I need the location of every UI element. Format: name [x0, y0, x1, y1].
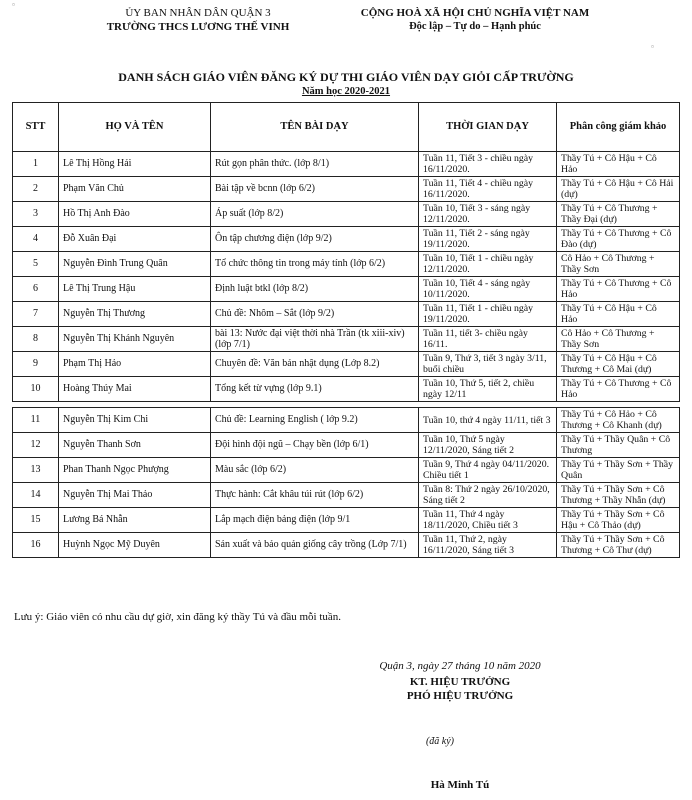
cell-name: Nguyễn Thị Mai Thảo — [59, 483, 211, 508]
cell-lesson: Tổng kết từ vựng (lớp 9.1) — [211, 377, 419, 402]
table-row — [13, 483, 680, 508]
signatory-position: PHÓ HIỆU TRƯỞNG — [406, 690, 514, 702]
table-row — [13, 327, 680, 352]
cell-stt: 5 — [13, 252, 59, 277]
cell-stt: 2 — [13, 177, 59, 202]
cell-judges: Thầy Tú + Cô Thương + Thầy Đại (dự) — [557, 202, 680, 227]
header-left — [88, 6, 308, 34]
cell-judges: Thầy Tú + Thầy Sơn + Cô Hậu + Cô Thảo (dự) — [557, 508, 680, 533]
corner-marker-icon: ▫ — [651, 42, 654, 51]
cell-judges: Thầy Tú + Cô Hậu + Cô Hảo — [557, 152, 680, 177]
table-row — [13, 202, 680, 227]
cell-stt: 15 — [13, 508, 59, 533]
cell-lesson: Định luật btkl (lớp 8/2) — [211, 277, 419, 302]
cell-time: Tuần 11, Thứ 4 ngày 18/11/2020, Chiều tiết 3 — [419, 508, 557, 533]
column-header-name: HỌ VÀ TÊN — [59, 103, 211, 152]
cell-name: Huỳnh Ngọc Mỹ Duyên — [59, 533, 211, 558]
table-row — [13, 177, 680, 202]
national-title: CỘNG HOÀ XÃ HỘI CHỦ NGHĨA VIỆT NAM — [360, 7, 590, 19]
cell-judges: Thầy Tú + Thầy Sơn + Thầy Quân — [557, 458, 680, 483]
cell-time: Tuần 10, Thứ 5 ngày 12/11/2020, Sáng tiết 2 — [419, 433, 557, 458]
cell-time: Tuần 10, Tiết 3 - sáng ngày 12/11/2020. — [419, 202, 557, 227]
cell-stt: 10 — [13, 377, 59, 402]
cell-time: Tuần 8: Thứ 2 ngày 26/10/2020, Sáng tiết 2 — [419, 483, 557, 508]
cell-stt: 14 — [13, 483, 59, 508]
cell-time: Tuần 9, Thứ 4 ngày 04/11/2020. Chiều tiết 1 — [419, 458, 557, 483]
corner-marker-icon: ▫ — [12, 0, 15, 9]
cell-name: Phan Thanh Ngọc Phượng — [59, 458, 211, 483]
cell-stt: 12 — [13, 433, 59, 458]
national-motto: Độc lập – Tự do – Hạnh phúc — [409, 21, 541, 32]
document-subtitle: Năm học 2020-2021 — [301, 86, 391, 97]
cell-lesson: Chuyên đề: Văn bản nhật dụng (Lớp 8.2) — [211, 352, 419, 377]
cell-lesson: Sản xuất và bảo quản giống cây trồng (Lớp 7/1) — [211, 533, 419, 558]
teacher-roster-table — [12, 102, 680, 558]
cell-time: Tuần 9, Thứ 3, tiết 3 ngày 3/11, buổi chiều — [419, 352, 557, 377]
cell-judges: Thầy Tú + Cô Thương + Cô Đào (dự) — [557, 227, 680, 252]
signatory-title: KT. HIỆU TRƯỞNG — [409, 676, 511, 688]
cell-judges: Thầy Tú + Thầy Sơn + Cô Thương + Thầy Nhẫn (dự) — [557, 483, 680, 508]
cell-lesson: Bài tập về bcnn (lớp 6/2) — [211, 177, 419, 202]
cell-time: Tuần 11, Tiết 4 - chiều ngày 16/11/2020. — [419, 177, 557, 202]
cell-time: Tuần 11, tiết 3- chiều ngày 16/11. — [419, 327, 557, 352]
cell-name: Nguyễn Thị Kim Chi — [59, 408, 211, 433]
table-row — [13, 302, 680, 327]
header-right — [330, 6, 620, 34]
cell-lesson: Lắp mạch điện bảng điện (lớp 9/1 — [211, 508, 419, 533]
cell-stt: 1 — [13, 152, 59, 177]
document-title: DANH SÁCH GIÁO VIÊN ĐĂNG KÝ DỰ THI GIÁO VIÊN DẠY GIỎI CẤP TRƯỜNG — [118, 70, 574, 84]
cell-time: Tuần 11, Tiết 2 - sáng ngày 19/11/2020. — [419, 227, 557, 252]
cell-lesson: Áp suất (lớp 8/2) — [211, 202, 419, 227]
school-name: TRƯỜNG THCS LƯƠNG THẾ VINH — [106, 21, 290, 33]
cell-judges: Thầy Tú + Thầy Quân + Cô Thương — [557, 433, 680, 458]
cell-name: Nguyễn Thanh Sơn — [59, 433, 211, 458]
cell-time: Tuần 11, Thứ 2, ngày 16/11/2020, Sáng tiết 3 — [419, 533, 557, 558]
cell-stt: 8 — [13, 327, 59, 352]
cell-judges: Thầy Tú + Cô Hậu + Cô Hải (dự) — [557, 177, 680, 202]
cell-stt: 9 — [13, 352, 59, 377]
cell-name: Nguyễn Đình Trung Quân — [59, 252, 211, 277]
table-row — [13, 377, 680, 402]
table-body — [13, 152, 680, 558]
table-row — [13, 352, 680, 377]
cell-judges: Thầy Tú + Cô Hậu + Cô Thương + Cô Mai (dự) — [557, 352, 680, 377]
district-committee: ỦY BAN NHÂN DÂN QUẬN 3 — [125, 7, 271, 19]
table-row — [13, 277, 680, 302]
table-row — [13, 227, 680, 252]
cell-time: Tuần 10, Tiết 1 - chiều ngày 12/11/2020. — [419, 252, 557, 277]
cell-name: Lê Thị Hồng Hải — [59, 152, 211, 177]
note-text: Lưu ý: Giáo viên có nhu cầu dự giờ, xin đăng ký thầy Tú và đầu mỗi tuần. — [14, 611, 342, 623]
signed-mark: (đã ký) — [425, 736, 455, 747]
cell-lesson: Thực hành: Cắt khâu túi rút (lớp 6/2) — [211, 483, 419, 508]
column-header-stt: STT — [13, 103, 59, 152]
cell-name: Đỗ Xuân Đại — [59, 227, 211, 252]
cell-lesson: Ôn tập chương điện (lớp 9/2) — [211, 227, 419, 252]
cell-judges: Cô Hảo + Cô Thương + Thầy Sơn — [557, 252, 680, 277]
cell-time: Tuần 10, Tiết 4 - sáng ngày 10/11/2020. — [419, 277, 557, 302]
cell-lesson: Rút gọn phân thức. (lớp 8/1) — [211, 152, 419, 177]
cell-judges: Thầy Tú + Cô Thương + Cô Hảo — [557, 377, 680, 402]
column-header-lesson: TÊN BÀI DẠY — [211, 103, 419, 152]
table-row — [13, 152, 680, 177]
cell-name: Lương Bá Nhẫn — [59, 508, 211, 533]
cell-stt: 3 — [13, 202, 59, 227]
column-header-time: THỜI GIAN DẠY — [419, 103, 557, 152]
cell-time: Tuần 11, Tiết 3 - chiều ngày 16/11/2020. — [419, 152, 557, 177]
cell-lesson: Màu sắc (lớp 6/2) — [211, 458, 419, 483]
cell-time: Tuần 10, thứ 4 ngày 11/11, tiết 3 — [419, 408, 557, 433]
cell-time: Tuần 11, Tiết 1 - chiều ngày 19/11/2020. — [419, 302, 557, 327]
table-row — [13, 252, 680, 277]
cell-judges: Thầy Tú + Cô Hậu + Cô Hảo — [557, 302, 680, 327]
column-header-judges: Phân công giám khảo — [557, 103, 680, 152]
cell-lesson: Chủ đề: Nhôm – Sắt (lớp 9/2) — [211, 302, 419, 327]
cell-lesson: Chủ đề: Learning English ( lớp 9.2) — [211, 408, 419, 433]
cell-name: Phạm Văn Chủ — [59, 177, 211, 202]
cell-stt: 4 — [13, 227, 59, 252]
table-row — [13, 433, 680, 458]
signer-name: Hà Minh Tú — [430, 779, 490, 791]
table-header-row — [13, 103, 680, 152]
cell-stt: 16 — [13, 533, 59, 558]
cell-stt: 13 — [13, 458, 59, 483]
cell-name: Nguyễn Thị Thương — [59, 302, 211, 327]
cell-lesson: Tổ chức thông tin trong máy tính (lớp 6/2) — [211, 252, 419, 277]
cell-judges: Cô Hảo + Cô Thương + Thầy Sơn — [557, 327, 680, 352]
table-row — [13, 533, 680, 558]
cell-judges: Thầy Tú + Cô Hảo + Cô Thương + Cô Khanh (dự) — [557, 408, 680, 433]
signing-date: Quận 3, ngày 27 tháng 10 năm 2020 — [379, 660, 541, 672]
cell-judges: Thầy Tú + Thầy Sơn + Cô Thương + Cô Thư (dự) — [557, 533, 680, 558]
cell-name: Hoàng Thúy Mai — [59, 377, 211, 402]
table-row — [13, 408, 680, 433]
cell-judges: Thầy Tú + Cô Thương + Cô Hảo — [557, 277, 680, 302]
cell-stt: 7 — [13, 302, 59, 327]
cell-name: Lê Thị Trung Hậu — [59, 277, 211, 302]
cell-name: Hồ Thị Anh Đào — [59, 202, 211, 227]
table-row — [13, 458, 680, 483]
cell-name: Nguyễn Thị Khánh Nguyên — [59, 327, 211, 352]
table-row — [13, 508, 680, 533]
cell-lesson: bài 13: Nước đại việt thời nhà Trần (tk xiii-xiv) (lớp 7/1) — [211, 327, 419, 352]
cell-stt: 11 — [13, 408, 59, 433]
cell-lesson: Đội hình đội ngũ – Chạy bền (lớp 6/1) — [211, 433, 419, 458]
cell-name: Phạm Thị Hảo — [59, 352, 211, 377]
cell-time: Tuần 10, Thứ 5, tiết 2, chiều ngày 12/11 — [419, 377, 557, 402]
cell-stt: 6 — [13, 277, 59, 302]
